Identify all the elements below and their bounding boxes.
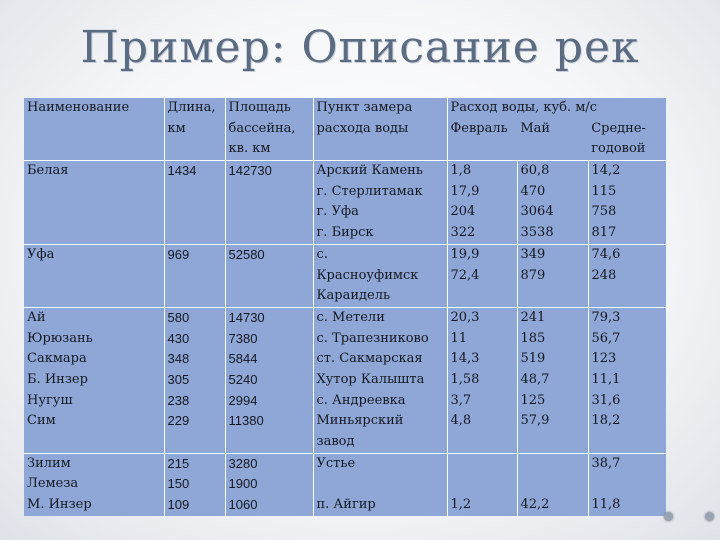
- cell-line: 11,1: [591, 371, 621, 387]
- cell-line: [168, 286, 222, 307]
- cell-line: Белая: [27, 163, 69, 179]
- river-name-cell: [24, 244, 164, 307]
- cell-line: [168, 182, 222, 203]
- cell-line: 72,4: [450, 267, 480, 283]
- may-flow-cell: [517, 453, 588, 516]
- header-area: Площадь бассейна, кв. км: [225, 98, 313, 161]
- cell-line: Хутор Калышта: [316, 371, 425, 387]
- cell-line: 150: [167, 476, 190, 492]
- avg-flow-cell: [588, 307, 666, 453]
- cell-line: 3064: [520, 204, 554, 220]
- header-name: Наименование: [24, 98, 164, 161]
- may-flow-cell: [517, 307, 588, 453]
- cell-line: 48,7: [520, 371, 550, 387]
- cell-line: 11380: [228, 413, 264, 429]
- feb-flow-cell: [447, 453, 517, 516]
- cell-line: 3280: [228, 455, 258, 471]
- cell-line: с.: [316, 246, 328, 262]
- table-row: [24, 453, 666, 516]
- may-flow-cell: [517, 244, 588, 307]
- cell-line: Уфа: [27, 246, 55, 262]
- cell-line: [27, 202, 161, 223]
- cell-line: 14,2: [591, 163, 621, 179]
- cell-line: 14,3: [450, 351, 480, 367]
- cell-line: [168, 266, 222, 287]
- rivers-table: [24, 98, 666, 516]
- cell-line: Караидель: [316, 288, 391, 304]
- cell-line: 215: [167, 455, 190, 471]
- cell-line: 79,3: [591, 309, 621, 325]
- cell-line: Лемеза: [27, 476, 79, 492]
- table-row: [24, 244, 666, 307]
- decor-dot-icon: [664, 512, 673, 521]
- cell-line: 125: [520, 392, 546, 408]
- cell-line: 4,8: [450, 413, 472, 429]
- header-feb: Февраль: [450, 120, 508, 136]
- cell-line: 238: [167, 392, 190, 408]
- cell-line: Б. Инзер: [27, 371, 88, 387]
- cell-line: 879: [520, 267, 546, 283]
- cell-line: 142730: [228, 163, 272, 179]
- river-name-cell: [24, 161, 164, 245]
- measure-point-cell: [313, 453, 447, 516]
- cell-line: Юрюзань: [27, 330, 93, 346]
- feb-flow-cell: [447, 307, 517, 453]
- rivers-table-container: [24, 98, 666, 516]
- cell-line: [592, 286, 664, 307]
- cell-line: 204: [450, 204, 476, 220]
- cell-line: 519: [520, 351, 546, 367]
- cell-line: г. Стерлитамак: [316, 183, 423, 199]
- cell-line: [229, 182, 310, 203]
- cell-line: с. Андреевка: [316, 392, 406, 408]
- area-cell: [225, 161, 313, 245]
- header-flow-group: Расход воды, куб. м/с Февраль Май Средне- годовой: [447, 98, 666, 161]
- cell-line: 57,9: [520, 413, 550, 429]
- cell-line: 241: [520, 309, 546, 325]
- measure-point-cell: [313, 244, 447, 307]
- cell-line: 5240: [228, 371, 258, 387]
- cell-line: 5844: [228, 351, 258, 367]
- header-avg: Средне- годовой: [591, 120, 646, 157]
- cell-line: 31,6: [591, 392, 621, 408]
- cell-line: [317, 474, 444, 495]
- may-flow-cell: [517, 161, 588, 245]
- cell-line: 56,7: [591, 330, 621, 346]
- cell-line: [229, 223, 310, 244]
- cell-line: [27, 286, 161, 307]
- avg-flow-cell: [588, 453, 666, 516]
- cell-line: 60,8: [520, 163, 550, 179]
- cell-line: 322: [450, 225, 476, 241]
- cell-line: 38,7: [591, 455, 621, 471]
- cell-line: 348: [167, 351, 190, 367]
- river-name-cell: [24, 453, 164, 516]
- cell-line: г. Бирск: [316, 225, 374, 241]
- cell-line: [592, 474, 664, 495]
- cell-line: ст. Сакмарская: [316, 351, 423, 367]
- cell-line: 817: [591, 225, 617, 241]
- cell-line: [521, 474, 585, 495]
- river-name-cell: [24, 307, 164, 453]
- table-row: [24, 161, 666, 245]
- cell-line: 1,8: [450, 163, 472, 179]
- avg-flow-cell: [588, 244, 666, 307]
- cell-line: Нугуш: [27, 392, 73, 408]
- cell-line: 185: [520, 330, 546, 346]
- cell-line: с. Метели: [316, 309, 385, 325]
- feb-flow-cell: [447, 244, 517, 307]
- cell-line: [229, 286, 310, 307]
- cell-line: [168, 432, 222, 453]
- feb-flow-cell: [447, 161, 517, 245]
- header-may: Май: [520, 120, 551, 136]
- cell-line: 74,6: [591, 246, 621, 262]
- cell-line: [451, 286, 514, 307]
- cell-line: 430: [167, 330, 190, 346]
- cell-line: 52580: [228, 246, 265, 262]
- cell-line: 2994: [228, 392, 258, 408]
- measure-point-cell: [313, 161, 447, 245]
- cell-line: 42,2: [520, 497, 550, 513]
- cell-line: М. Инзер: [27, 497, 92, 513]
- cell-line: Миньярский: [316, 413, 404, 429]
- cell-line: [451, 432, 514, 453]
- cell-line: [168, 223, 222, 244]
- area-cell: [225, 244, 313, 307]
- cell-line: 3,7: [450, 392, 472, 408]
- cell-line: 17,9: [450, 183, 480, 199]
- cell-line: [27, 182, 161, 203]
- length-cell: [164, 161, 225, 245]
- cell-line: 1434: [167, 163, 197, 179]
- cell-line: п. Айгир: [316, 497, 376, 513]
- cell-line: [229, 266, 310, 287]
- header-point: Пункт замера расхода воды: [313, 98, 447, 161]
- cell-line: Сакмара: [27, 351, 87, 367]
- cell-line: 20,3: [450, 309, 480, 325]
- cell-line: [521, 432, 585, 453]
- cell-line: [592, 432, 664, 453]
- cell-line: 115: [591, 183, 617, 199]
- cell-line: 11: [450, 330, 468, 346]
- length-cell: [164, 307, 225, 453]
- cell-line: 1900: [228, 476, 258, 492]
- cell-line: [27, 432, 161, 453]
- avg-flow-cell: [588, 161, 666, 245]
- cell-line: [27, 223, 161, 244]
- cell-line: 248: [591, 267, 617, 283]
- cell-line: [521, 286, 585, 307]
- cell-line: [229, 432, 310, 453]
- measure-point-cell: [313, 307, 447, 453]
- cell-line: 3538: [520, 225, 554, 241]
- cell-line: Красноуфимск: [316, 267, 419, 283]
- cell-line: 305: [167, 371, 190, 387]
- cell-line: 11,8: [591, 497, 621, 513]
- area-cell: [225, 453, 313, 516]
- decor-dot-icon: [705, 512, 714, 521]
- cell-line: 19,9: [450, 246, 480, 262]
- header-row: [24, 98, 666, 161]
- cell-line: 229: [167, 413, 190, 429]
- cell-line: 470: [520, 183, 546, 199]
- header-length: Длина, км: [164, 98, 225, 161]
- cell-line: [451, 454, 514, 475]
- cell-line: 123: [591, 351, 617, 367]
- cell-line: 1,2: [450, 497, 472, 513]
- cell-line: Устье: [316, 455, 356, 471]
- cell-line: 349: [520, 246, 546, 262]
- cell-line: завод: [316, 434, 355, 449]
- cell-line: [521, 454, 585, 475]
- slide-title: Пример: Описание рек: [80, 22, 640, 73]
- cell-line: 109: [167, 497, 190, 513]
- cell-line: [27, 266, 161, 287]
- length-cell: [164, 453, 225, 516]
- cell-line: 1,58: [450, 371, 480, 387]
- cell-line: 580: [167, 309, 190, 325]
- cell-line: Арский Камень: [316, 163, 423, 179]
- cell-line: 758: [591, 204, 617, 220]
- area-cell: [225, 307, 313, 453]
- length-cell: [164, 244, 225, 307]
- cell-line: 18,2: [591, 413, 621, 429]
- cell-line: 7380: [228, 330, 258, 346]
- cell-line: Сим: [27, 413, 56, 429]
- table-row: [24, 307, 666, 453]
- cell-line: 969: [167, 246, 190, 262]
- cell-line: [451, 474, 514, 495]
- cell-line: Ай: [27, 309, 46, 325]
- cell-line: [168, 202, 222, 223]
- cell-line: 14730: [228, 309, 265, 325]
- cell-line: с. Трапезниково: [316, 330, 429, 346]
- cell-line: [229, 202, 310, 223]
- cell-line: г. Уфа: [316, 204, 359, 220]
- cell-line: Зилим: [27, 455, 71, 471]
- cell-line: 1060: [228, 497, 258, 513]
